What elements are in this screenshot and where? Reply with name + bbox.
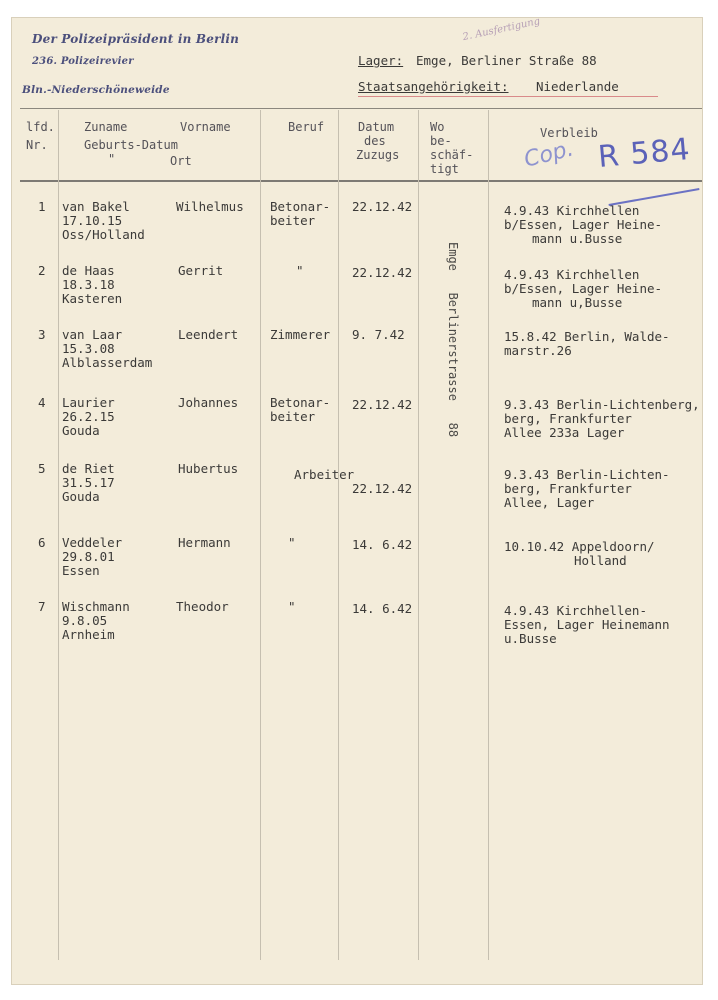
row-verbleib: 9.3.43 Berlin-Lichtenberg, — [504, 397, 700, 412]
row-zuname: Laurier — [62, 395, 115, 410]
row-nr: 4 — [38, 395, 46, 410]
row-datum: 22.12.42 — [352, 397, 413, 412]
row-verbleib: 4.9.43 Kirchhellen- — [504, 603, 647, 618]
row-vorname: Wilhelmus — [176, 199, 244, 214]
row-zuname: van Laar — [62, 327, 123, 342]
row-ort: Arnheim — [62, 627, 115, 642]
row-vorname: Theodor — [176, 599, 229, 614]
row-beruf: " — [288, 599, 296, 614]
row-datum: 9. 7.42 — [352, 327, 405, 342]
header-wo: Wo — [430, 120, 445, 134]
row-verbleib-2: berg, Frankfurter — [504, 481, 632, 496]
row-verbleib-3: u.Busse — [504, 631, 557, 646]
row-beruf-2: beiter — [270, 409, 316, 424]
row-geburtsdatum: 9.8.05 — [62, 613, 108, 628]
row-geburtsdatum: 17.10.15 — [62, 213, 123, 228]
nationality-label: Staatsangehörigkeit: — [358, 79, 509, 94]
row-verbleib: 9.3.43 Berlin-Lichten- — [504, 467, 670, 482]
row-ort: Gouda — [62, 423, 100, 438]
document-sheet — [12, 15, 702, 984]
row-zuname: Wischmann — [62, 599, 130, 614]
header-lfd: lfd. — [26, 120, 55, 134]
row-verbleib-2: b/Essen, Lager Heine- — [504, 281, 663, 296]
row-beruf: Zimmerer — [270, 327, 331, 342]
row-beruf: " — [288, 535, 296, 550]
row-ort: Oss/Holland — [62, 227, 145, 242]
header-datum: Datum — [358, 120, 395, 134]
column-divider-5 — [488, 110, 489, 960]
row-verbleib-2: b/Essen, Lager Heine- — [504, 217, 663, 232]
nationality-underline-red — [358, 96, 658, 97]
row-beruf: Arbeiter — [294, 467, 355, 482]
row-verbleib-3: Allee 233a Lager — [504, 425, 625, 440]
row-vorname: Gerrit — [178, 263, 224, 278]
camp-value: Emge, Berliner Straße 88 — [416, 53, 597, 68]
row-ort: Gouda — [62, 489, 100, 504]
row-vorname: Hubertus — [178, 461, 239, 476]
row-beruf: Betonar- — [270, 199, 331, 214]
column-divider-2 — [260, 110, 261, 960]
row-geburtsdatum: 15.3.08 — [62, 341, 115, 356]
police-stamp-line3: Bln.-Niederschöneweide — [22, 84, 170, 96]
row-zuname: de Haas — [62, 263, 115, 278]
row-beruf: Betonar- — [270, 395, 331, 410]
row-datum: 22.12.42 — [352, 199, 413, 214]
row-verbleib: 4.9.43 Kirchhellen — [504, 267, 640, 282]
row-ort: Kasteren — [62, 291, 123, 306]
row-verbleib: 4.9.43 Kirchhellen — [504, 203, 640, 218]
row-verbleib-2: Essen, Lager Heinemann — [504, 617, 670, 632]
header-ditto: " — [108, 152, 116, 166]
workplace-vertical: Emge Berlinerstrasse 88 — [446, 242, 460, 438]
header-geburtsdatum: Geburts-Datum — [84, 138, 178, 152]
row-datum: 14. 6.42 — [352, 601, 413, 616]
row-vorname: Hermann — [178, 535, 231, 550]
handwritten-reference: R 584 — [596, 132, 693, 175]
row-datum: 22.12.42 — [352, 265, 413, 280]
nationality-value: Niederlande — [536, 79, 619, 94]
header-des: des — [364, 134, 386, 148]
row-datum: 14. 6.42 — [352, 537, 413, 552]
column-divider-1 — [58, 110, 59, 960]
row-nr: 7 — [38, 599, 46, 614]
row-verbleib-2: marstr.26 — [504, 343, 572, 358]
header-zuzugs: Zuzugs — [356, 148, 400, 162]
row-verbleib-3: mann u.Busse — [532, 231, 623, 246]
row-nr: 2 — [38, 263, 46, 278]
row-beruf: " — [296, 263, 304, 278]
header-tigt: tigt — [430, 162, 459, 176]
row-vorname: Johannes — [178, 395, 239, 410]
row-verbleib: 15.8.42 Berlin, Walde- — [504, 329, 670, 344]
row-verbleib: 10.10.42 Appeldoorn/ — [504, 539, 655, 554]
police-stamp-line2: 236. Polizeirevier — [32, 56, 134, 67]
camp-label: Lager: — [358, 53, 404, 68]
row-geburtsdatum: 26.2.15 — [62, 409, 115, 424]
row-verbleib-3: mann u,Busse — [532, 295, 623, 310]
header-zuname: Zuname — [84, 120, 128, 134]
header-nr: Nr. — [26, 138, 48, 152]
row-verbleib-2: Holland — [574, 553, 627, 568]
header-ort: Ort — [170, 154, 192, 168]
row-zuname: de Riet — [62, 461, 115, 476]
row-verbleib-3: Allee, Lager — [504, 495, 595, 510]
row-nr: 5 — [38, 461, 46, 476]
police-stamp-line1: Der Polizeipräsident in Berlin — [32, 32, 240, 46]
row-ort: Alblasserdam — [62, 355, 153, 370]
header-be: be- — [430, 134, 452, 148]
row-nr: 6 — [38, 535, 46, 550]
header-vorname: Vorname — [180, 120, 231, 134]
row-verbleib-2: berg, Frankfurter — [504, 411, 632, 426]
row-nr: 3 — [38, 327, 46, 342]
row-datum: 22.12.42 — [352, 481, 413, 496]
column-divider-4 — [418, 110, 419, 960]
row-geburtsdatum: 31.5.17 — [62, 475, 115, 490]
row-geburtsdatum: 18.3.18 — [62, 277, 115, 292]
row-beruf-2: beiter — [270, 213, 316, 228]
row-zuname: Veddeler — [62, 535, 123, 550]
header-schaef: schäf- — [430, 148, 474, 162]
handwritten-cop: Cop. — [521, 136, 577, 173]
header-top-rule — [20, 108, 702, 109]
row-ort: Essen — [62, 563, 100, 578]
column-divider-3 — [338, 110, 339, 960]
row-nr: 1 — [38, 199, 46, 214]
row-zuname: van Bakel — [62, 199, 130, 214]
row-geburtsdatum: 29.8.01 — [62, 549, 115, 564]
faint-note: 2. Ausfertigung — [461, 15, 542, 44]
header-beruf: Beruf — [288, 120, 325, 134]
header-bottom-rule — [20, 180, 702, 182]
row-vorname: Leendert — [178, 327, 239, 342]
header-verbleib: Verbleib — [540, 126, 598, 140]
